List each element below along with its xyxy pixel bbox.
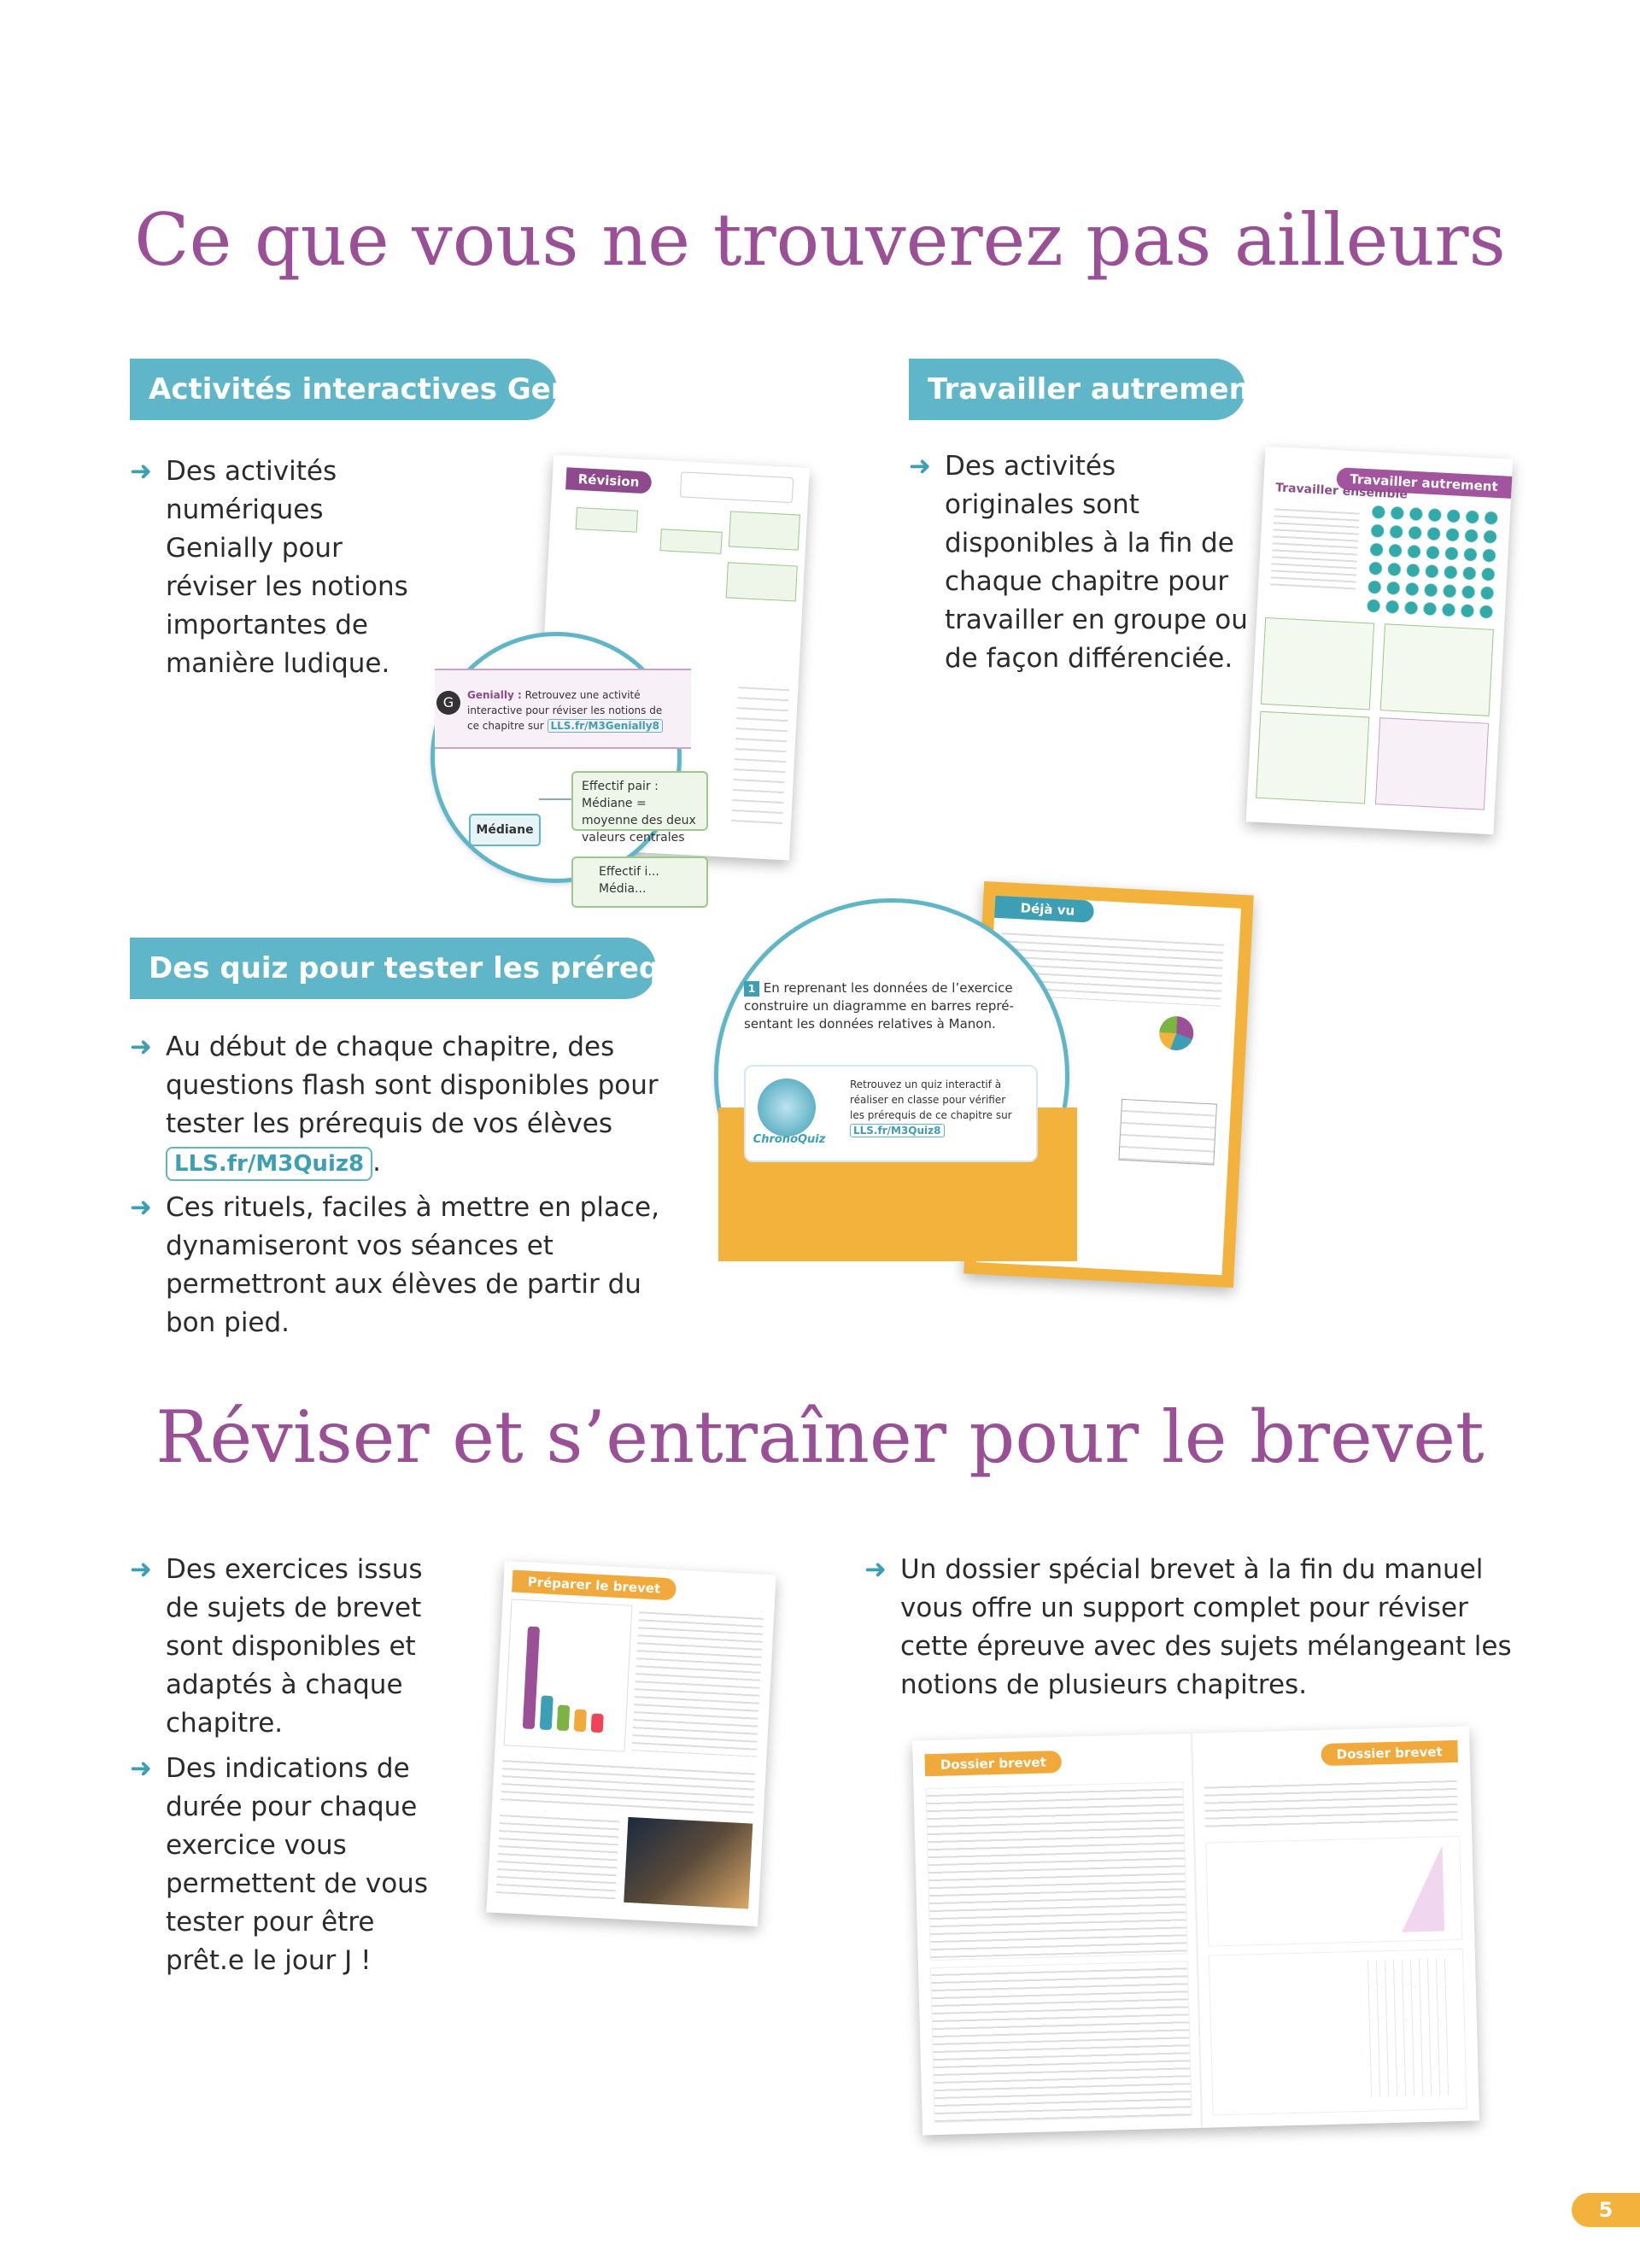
arrow-right-icon: ➜ [130,1554,152,1585]
chronoquiz-logo-text: ChronoQuiz [753,1133,826,1146]
hourglass-photo [624,1817,753,1909]
autrement-banner: Travailler autrement [1336,467,1513,499]
thumbnail-text-lines [1270,503,1360,593]
thumbnail-text-lines [926,1781,1188,1961]
chart-bar [591,1714,604,1733]
quiz-card-text: Retrouvez un quiz interactif à réaliser en classe pour vérifier les prérequis de ce chapitre sur LLS.fr/M3Quiz8 [850,1078,1012,1137]
list-item: ➜ Des activités numériques Genially pour réviser les notions importantes de manière ludique. [130,453,437,683]
list-item: ➜ Des exercices issus de sujets de brevet sont disponibles et adaptés à chaque chapitre. [130,1551,437,1743]
list-item: ➜ Ces rituels, faciles à mettre en place, dynamiseront vos séances et permettront aux élèves de partir du bon pied. [130,1189,659,1342]
thumbnail-text-lines [501,1754,756,1818]
deja-vu-tag: Déjà vu [994,896,1094,923]
list-item: ➜ Au début de chaque chapitre, des questions flash sont disponibles pour tester les prérequis de vos élèves LLS.fr/M3Quiz8 . [130,1028,659,1182]
genially-zoom-circle [430,632,696,896]
thumbnail-text-lines [930,1961,1192,2123]
thumbnail-text-lines [496,1809,620,1900]
list-item: ➜ Des activités originales sont disponibles à la fin de chaque chapitre pour travailler en groupe ou de façon différenciée. [909,447,1250,678]
section-heading-quiz: Des quiz pour tester les prérequis [130,938,656,999]
arrow-right-icon: ➜ [130,1192,152,1223]
preparer-brevet-thumbnail [486,1561,776,1926]
autrement-subtitle: Travailler ensemble [1274,481,1409,502]
chart-bar [557,1704,571,1731]
zoom-exercise-text: 1 En reprenant les données de l’exercice construire un diagramme en barres repré-sentant les données relatives à Manon. [744,980,1014,1032]
chart-bar [523,1626,540,1729]
page-divider [1191,1733,1203,2128]
chart-bar [574,1709,587,1732]
list-item: ➜ Un dossier spécial brevet à la fin du manuel vous offre un support complet pour réviser cette épreuve avec des sujets mélangeant les notions de plusieurs chapitres. [864,1551,1531,1704]
thumbnail-box [1375,717,1489,810]
thumbnail-box [1380,623,1494,716]
bar-chart-thumbnail [504,1599,633,1751]
page-number: 5 [1572,2193,1640,2227]
graph-figure-box [1209,1949,1467,2116]
thumbnail-box [680,471,794,503]
pie-chart-icon [1158,1015,1194,1051]
page-title: Ce que vous ne trouverez pas ailleurs [134,198,1506,282]
genially-bullets [130,453,437,690]
chronoquiz-logo-icon [758,1078,816,1137]
genially-zoom-text: Genially : Retrouvez une activité interactive pour réviser les notions de ce chapitre sur LLS.fr/M3Genially8 [467,689,663,732]
preparer-brevet-banner: Préparer le brevet [512,1569,676,1600]
thumbnail-box [576,507,638,533]
brevet-title: Réviser et s’entraîner pour le brevet [155,1395,1485,1479]
mediane-impair-box: Effectif i... Média... [571,856,708,908]
chronoquiz-card [744,1065,1038,1162]
brevet-right-bullets [864,1551,1531,1711]
arrow-right-icon: ➜ [130,1032,152,1062]
autrement-page-thumbnail [1246,447,1514,835]
dossier-banner-right: Dossier brevet [1321,1740,1458,1766]
quiz-zoom-circle [714,898,1069,1254]
thumbnail-text-lines [632,1605,764,1757]
quiz-bullets [130,1028,659,1349]
triangle-shape [1400,1845,1445,1932]
triangle-figure-box [1205,1836,1462,1947]
quiz-link[interactable]: LLS.fr/M3Quiz8 [166,1147,372,1181]
thumbnail-box [729,511,800,550]
arrow-right-icon: ➜ [909,451,931,482]
thumbnail-table [1118,1099,1217,1166]
list-item: ➜ Des indications de durée pour chaque exercice vous permettent de vous tester pour être prêt.e le jour J ! [130,1750,437,1980]
thumbnail-box [1256,711,1369,804]
mediane-node: Médiane [469,814,541,846]
chart-bar [540,1695,554,1730]
thumbnail-box [726,562,798,601]
graph-grid [1360,1958,1449,2097]
arrow-right-icon: ➜ [130,1753,152,1784]
section-heading-genially: Activités interactives Genially [130,359,557,420]
colored-circles-grid [1365,503,1499,621]
arrow-right-icon: ➜ [130,456,152,487]
autrement-bullets [909,447,1250,685]
genially-logo-icon: G [436,691,460,715]
brevet-left-bullets [130,1551,437,1987]
exercise-number-icon: 1 [744,981,759,997]
connector-line [539,798,571,800]
dossier-brevet-thumbnail [912,1727,1479,2136]
thumbnail-text-lines [1204,1774,1457,1833]
revision-tag: Révision [565,467,652,494]
thumbnail-box [1261,617,1374,710]
thumbnail-box [660,529,723,554]
section-heading-autrement: Travailler autrement [909,359,1245,420]
dossier-banner-left: Dossier brevet [924,1751,1062,1776]
arrow-right-icon: ➜ [864,1554,887,1585]
mediane-definition-box: Effectif pair : Médiane = moyenne des deux valeurs centrales [571,771,708,831]
thumbnail-text-lines [731,678,790,826]
